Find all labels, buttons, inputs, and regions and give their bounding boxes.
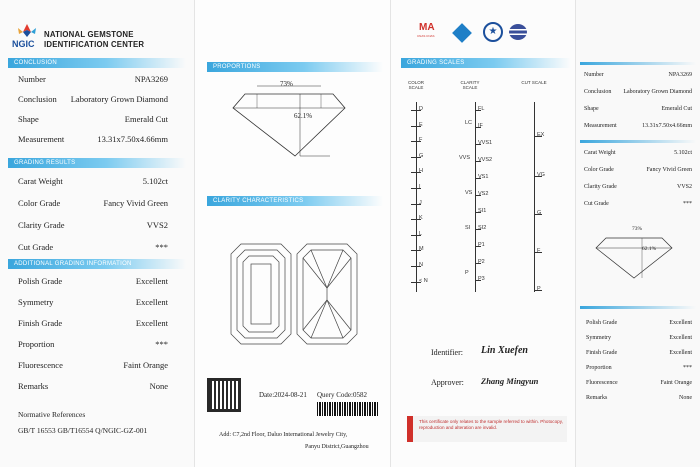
row-label: Fluorescence	[586, 380, 618, 386]
clarity-group-label: LC	[465, 120, 473, 126]
color-scale-line	[416, 102, 417, 292]
clarity-grade-label: FL	[478, 106, 485, 112]
row-value: NPA3269	[668, 72, 692, 78]
address-line1: Add: C7,2nd Floor, Daluo International Jewelry City,	[219, 432, 348, 438]
row-value: Excellent	[669, 350, 692, 356]
clarity-group-label: VS	[465, 190, 473, 196]
row-label: Proportion	[586, 365, 612, 371]
row-label: Number	[18, 74, 46, 84]
row-value: ***	[155, 242, 168, 252]
depth-percent: 62.1%	[294, 112, 313, 120]
report-panel-scales	[390, 0, 575, 467]
references-title: Normative References	[18, 410, 86, 419]
row-label: Proportion	[18, 339, 55, 349]
row-value: VVS2	[676, 184, 692, 190]
row-value: NPA3269	[134, 74, 168, 84]
proportion-diagram	[195, 76, 390, 176]
row-label: Remarks	[18, 381, 49, 391]
row-label: Color Grade	[584, 167, 614, 173]
row-value: Excellent	[669, 320, 692, 326]
row-value: Laboratory Grown Diamond	[623, 89, 692, 95]
star-seal-icon: ★	[483, 22, 503, 42]
cut-scale-line	[534, 102, 535, 292]
color-grade-label: F	[419, 137, 423, 144]
notice-box	[407, 416, 567, 442]
row-value: 13.31x7.50x4.66mm	[642, 123, 692, 129]
row-label: Shape	[18, 114, 39, 124]
summary-table-percent: 73%	[632, 226, 643, 232]
cut-grade-label: G	[537, 210, 542, 216]
color-grade-label: < N	[419, 277, 428, 284]
color-grade-label: J	[419, 199, 422, 206]
row-label: Carat Weight	[18, 176, 63, 186]
row-label: Conclusion	[584, 89, 612, 95]
clarity-group-label: P	[465, 270, 469, 276]
row-label: Symmetry	[18, 297, 54, 307]
row-label: Cut Grade	[584, 201, 609, 207]
section-proportions: PROPORTIONS	[207, 62, 383, 72]
clarity-grade-label: P3	[478, 276, 485, 282]
row-value: Laboratory Grown Diamond	[70, 94, 168, 104]
color-grade-label: I	[419, 184, 421, 190]
clarity-grade-label: P1	[478, 242, 485, 248]
clarity-plot-diagram	[195, 238, 390, 348]
row-label: Polish Grade	[586, 320, 618, 326]
row-value: Fancy Vivid Green	[103, 198, 168, 208]
clarity-grade-label: VS1	[478, 174, 489, 180]
row-value: ***	[155, 339, 168, 349]
row-value: ***	[683, 201, 692, 207]
section-grading-scales: GRADING SCALES	[401, 58, 571, 68]
row-label: Carat Weight	[584, 150, 616, 156]
row-label: Number	[584, 72, 604, 78]
approver-signature: Zhang Mingyun	[481, 376, 539, 386]
summary-top-bar	[580, 62, 696, 65]
row-value: None	[149, 381, 168, 391]
row-label: Color Grade	[18, 198, 61, 208]
clarity-group-label: SI	[465, 225, 471, 231]
section-grading-results: GRADING RESULTS	[8, 158, 186, 168]
color-grade-label: L	[419, 230, 423, 237]
row-value: Excellent	[669, 335, 692, 341]
cut-grade-label: F	[537, 248, 541, 254]
row-label: Finish Grade	[586, 350, 618, 356]
cut-scale-head: CUT SCALE	[521, 80, 547, 85]
row-value: Fancy Vivid Green	[646, 167, 692, 173]
cut-grade-label: P	[537, 286, 541, 292]
issue-date: Date:2024-08-21	[259, 391, 307, 399]
row-label: Measurement	[18, 134, 65, 144]
clarity-group-label: VVS	[459, 155, 471, 161]
color-grade-label: G	[419, 152, 424, 159]
row-label: Remarks	[586, 395, 608, 401]
cma-text: MA	[419, 22, 435, 33]
row-value: 5.102ct	[142, 176, 168, 186]
summary-proportion-diagram	[576, 226, 700, 286]
section-clarity-characteristics: CLARITY CHARACTERISTICS	[207, 196, 383, 206]
row-label: Finish Grade	[18, 318, 63, 328]
report-panel-main	[0, 0, 194, 467]
row-value: Excellent	[135, 318, 168, 328]
cut-grade-label: VG	[537, 172, 545, 178]
row-label: Shape	[584, 106, 599, 112]
cma-mark-icon	[417, 22, 441, 42]
row-label: Polish Grade	[18, 276, 63, 286]
clarity-grade-label: SI1	[478, 208, 487, 214]
row-label: Measurement	[584, 123, 617, 129]
color-grade-label: E	[419, 121, 423, 128]
row-value: 5.102ct	[674, 150, 692, 156]
section-conclusion: CONCLUSION	[8, 58, 186, 68]
clarity-scale-head: CLARITY SCALE	[460, 80, 480, 90]
section-additional: ADDITIONAL GRADING INFORMATION	[8, 259, 186, 269]
row-label: Fluorescence	[18, 360, 63, 370]
row-value: Faint Orange	[123, 360, 168, 370]
clarity-grade-label: VVS2	[478, 157, 493, 163]
identifier-signature: Lin Xuefen	[481, 345, 528, 356]
cut-grade-label: EX	[537, 132, 545, 138]
org-name-line2: IDENTIFICATION CENTER	[44, 40, 145, 49]
approver-label: Approver:	[431, 378, 464, 387]
clarity-grade-label: VS2	[478, 191, 489, 197]
row-value: Emerald Cut	[661, 106, 692, 112]
clarity-grade-label: IF	[478, 123, 483, 129]
summary-low-bar	[580, 306, 696, 309]
row-value: None	[679, 395, 692, 401]
color-scale-head: COLOR SCALE	[407, 80, 424, 90]
row-label: Clarity Grade	[584, 184, 617, 190]
identifier-label: Identifier:	[431, 348, 463, 357]
color-grade-label: K	[419, 215, 423, 222]
references-text: GB/T 16553 GB/T16554 Q/NGIC-GZ-001	[18, 426, 148, 435]
query-code: Query Code:0582	[317, 391, 367, 399]
color-grade-label: N	[419, 262, 423, 268]
barcode-icon	[317, 402, 379, 416]
row-value: ***	[683, 365, 692, 371]
row-value: Emerald Cut	[124, 114, 168, 124]
cma-subtext: CNAS CNAS	[417, 34, 435, 38]
row-value: Excellent	[135, 297, 168, 307]
qr-code-icon	[207, 378, 241, 412]
row-label: Conclusion	[18, 94, 57, 104]
address-line2: Panyu District,Guangzhou	[305, 444, 369, 450]
table-percent: 73%	[280, 80, 293, 88]
report-panel-summary	[575, 0, 700, 467]
clarity-grade-label: VVS1	[478, 140, 493, 146]
summary-depth-percent: 62.1%	[642, 246, 657, 252]
row-label: Symmetry	[586, 335, 611, 341]
row-value: VVS2	[146, 220, 168, 230]
row-value: Faint Orange	[660, 380, 692, 386]
notice-text: This certificate only relates to the sample referred to within. Photocopy, reproduction and alteration are invalid.	[419, 419, 563, 430]
clarity-grade-label: SI2	[478, 225, 487, 231]
report-panel-diagrams	[194, 0, 390, 467]
summary-mid-bar	[580, 140, 696, 143]
color-grade-label: M	[419, 246, 424, 253]
org-name-line1: NATIONAL GEMSTONE	[44, 30, 134, 39]
row-value: 13.31x7.50x4.66mm	[97, 134, 168, 144]
diamond-mark-icon	[452, 23, 472, 43]
color-grade-label: D	[419, 106, 423, 112]
logo-text: NGIC	[12, 39, 35, 49]
globe-mark-icon	[509, 24, 527, 40]
clarity-grade-label: P2	[478, 259, 485, 265]
color-grade-label: H	[419, 168, 423, 175]
row-label: Cut Grade	[18, 242, 54, 252]
row-value: Excellent	[135, 276, 168, 286]
row-label: Clarity Grade	[18, 220, 65, 230]
